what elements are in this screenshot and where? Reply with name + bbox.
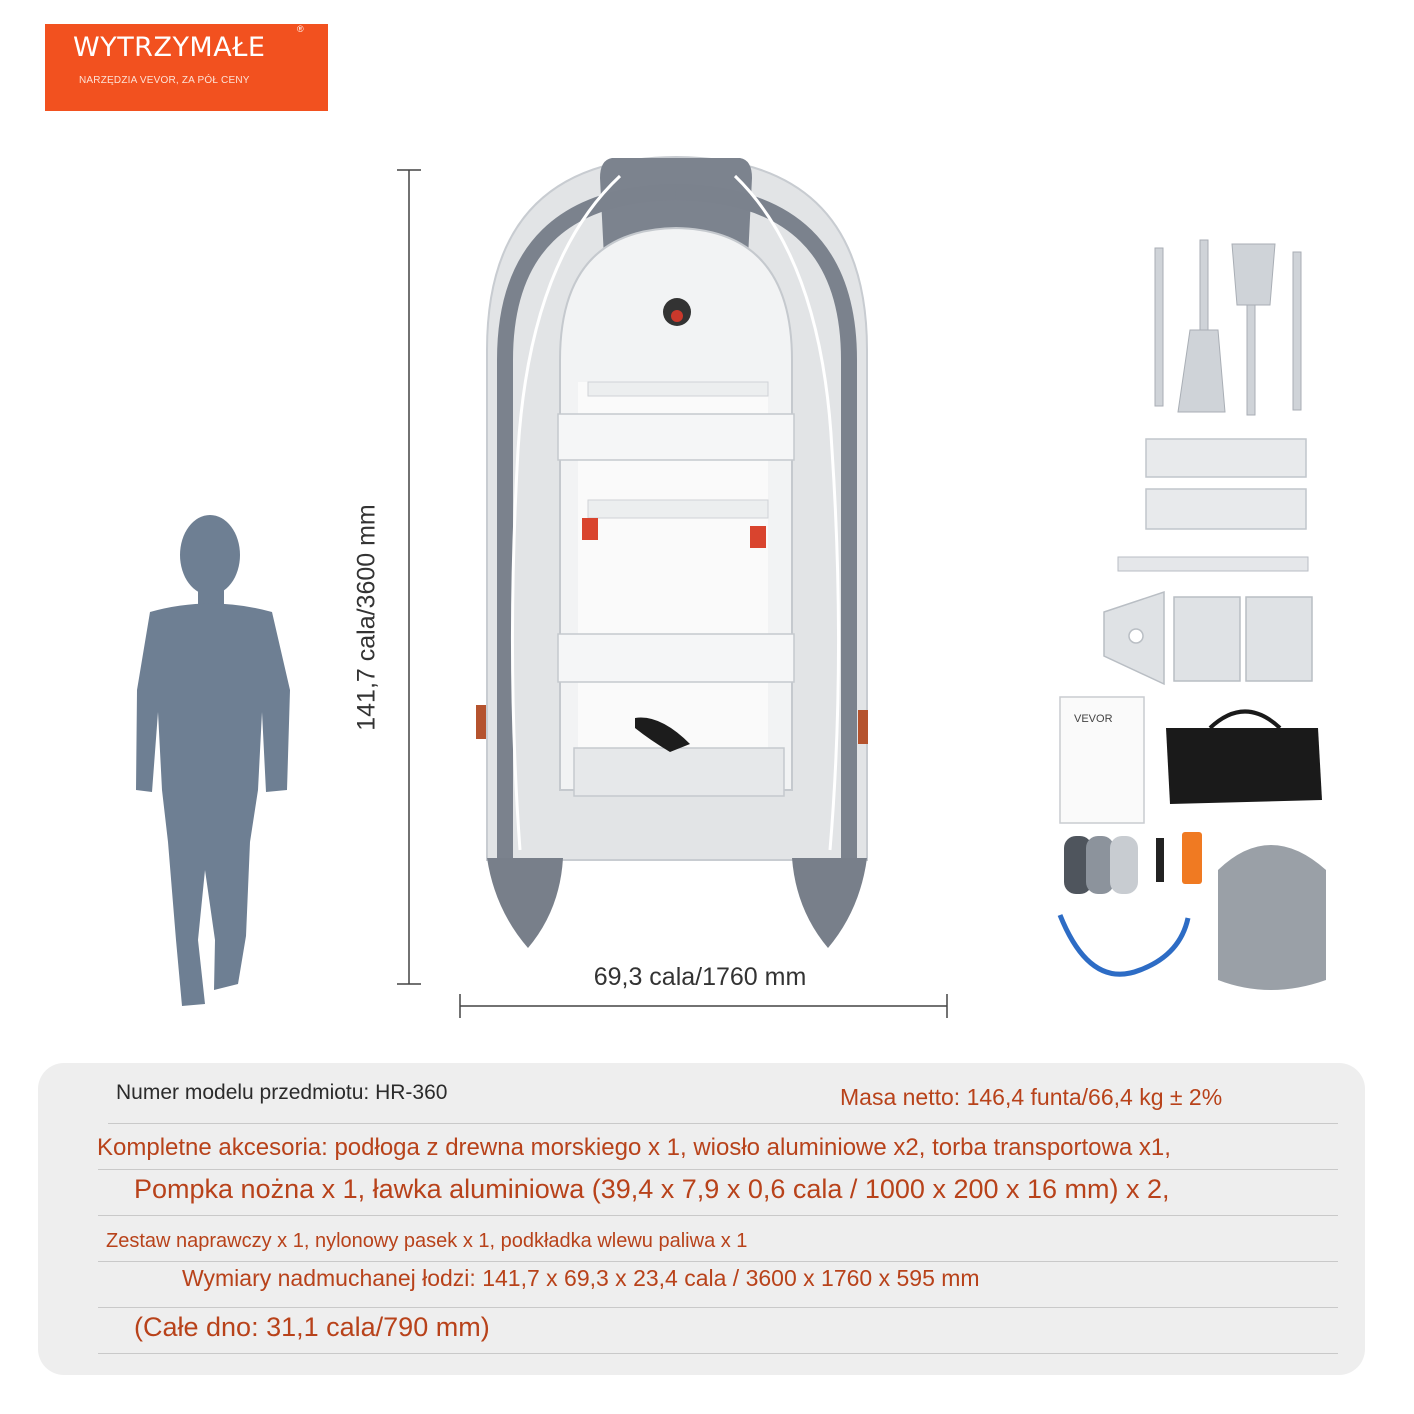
width-dimension-line bbox=[460, 994, 947, 1018]
width-dimension-label: 69,3 cala/1760 mm bbox=[593, 963, 807, 991]
manual-label: VEVOR bbox=[1074, 713, 1113, 725]
accessories-line-3: Zestaw naprawczy x 1, nylonowy pasek x 1, podkładka wlewu paliwa x 1 bbox=[106, 1230, 748, 1252]
model-number: Numer modelu przedmiotu: HR-360 bbox=[116, 1081, 448, 1104]
registered-mark: ® bbox=[297, 24, 304, 34]
accessories-line-1: Kompletne akcesoria: podłoga z drewna morskiego x 1, wiosło aluminiowe x2, torba transportowa x1, bbox=[97, 1134, 1171, 1161]
net-weight: Masa netto: 146,4 funta/66,4 kg ± 2% bbox=[840, 1084, 1223, 1110]
divider bbox=[98, 1307, 1338, 1308]
floor-panels bbox=[1104, 592, 1312, 684]
person-silhouette bbox=[136, 515, 290, 1006]
pump-hose bbox=[1060, 915, 1188, 974]
foot-pump bbox=[1218, 845, 1326, 990]
divider bbox=[98, 1353, 1338, 1354]
divider bbox=[108, 1123, 1338, 1124]
badge-subtitle: NARZĘDZIA VEVOR, ZA PÓŁ CENY bbox=[79, 75, 250, 86]
divider bbox=[98, 1169, 1338, 1170]
bottom-length: (Całe dno: 31,1 cala/790 mm) bbox=[134, 1312, 490, 1342]
badge-title: WYTRZYMAŁE bbox=[73, 32, 266, 63]
inflatable-boat bbox=[476, 157, 868, 948]
accessories-group bbox=[1060, 240, 1326, 990]
keel-rod bbox=[1118, 557, 1308, 571]
specifications-panel bbox=[38, 1063, 1365, 1375]
inflated-dimensions: Wymiary nadmuchanej łodzi: 141,7 x 69,3 x 23,4 cala / 3600 x 1760 x 595 mm bbox=[182, 1265, 980, 1291]
height-dimension-line bbox=[397, 170, 421, 984]
divider bbox=[98, 1261, 1338, 1262]
divider bbox=[98, 1215, 1338, 1216]
height-dimension-label: 141,7 cala/3600 mm bbox=[352, 504, 381, 731]
accessories-line-2: Pompka nożna x 1, ławka aluminiowa (39,4 x 7,9 x 0,6 cala / 1000 x 200 x 16 mm) x 2, bbox=[134, 1174, 1170, 1204]
repair-kit bbox=[1064, 832, 1202, 894]
seat-benches bbox=[1146, 439, 1306, 529]
oars bbox=[1155, 240, 1301, 415]
carry-bag bbox=[1166, 728, 1322, 804]
